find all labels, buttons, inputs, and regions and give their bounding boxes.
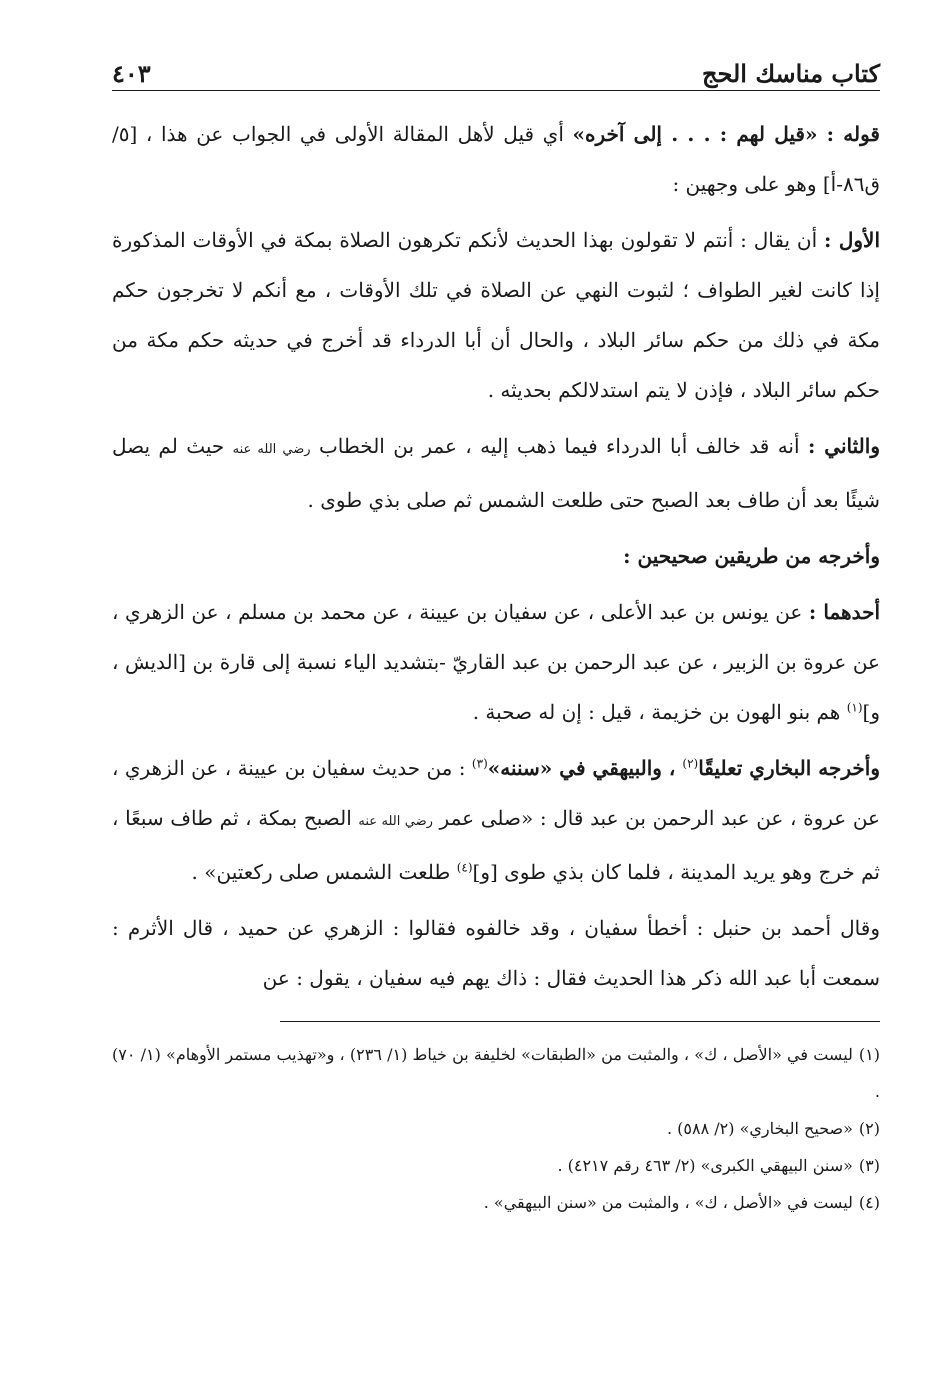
honorific-glyph: رضي الله عنه [232, 442, 311, 457]
footnote-item [112, 1036, 880, 1110]
paragraph-text: أن يقال : أنتم لا تقولون بهذا الحديث لأنكم تكرهون الصلاة بمكة في الأوقات المذكورة إذا كانت لغير الطواف ؛ لثبوت النهي عن الصلاة في تلك الأوقات ، مع أنكم لا تخرجون حكم مكة في ذلك من حكم سائر البلاد ، والحال أن أبا الدرداء قد أخرج في حديثه حكم مكة من حكم سائر البلاد ، فإذن لا يتم استدلالكم بحديثه . [112, 228, 880, 402]
paragraph-lead: ، والبيهقي في «سننه» [487, 756, 683, 780]
honorific-glyph: رضي الله عنه [358, 814, 433, 829]
paragraph-lead: الأول : [824, 228, 881, 252]
footnote-text: «سنن البيهقي الكبرى» (٢/ ٤٦٣ رقم ٤٢١٧) . [557, 1156, 853, 1175]
paragraph-lead: أحدهما : [808, 600, 881, 624]
paragraph-qawluhu [112, 109, 880, 209]
footnote-number: (٣) [858, 1156, 880, 1175]
main-text [112, 109, 880, 1003]
footnote-number: (٢) [858, 1119, 880, 1138]
paragraph-lead: قوله : «قيل لهم : . . . إلى آخره» [572, 122, 880, 146]
page-number: ٤٠٣ [112, 59, 151, 88]
paragraph-text: هم بنو الهون بن خزيمة ، قيل : إن له صحبة . [472, 700, 847, 724]
paragraph-text: طلعت الشمس صلى ركعتين» . [191, 860, 457, 884]
chapter-title: كتاب مناسك الحج [702, 59, 880, 88]
book-page [112, 40, 880, 1341]
paragraph-text: الصبح بمكة ، ثم طاف سبعًا ، ثم خرج وهو يريد المدينة ، فلما كان بذي طوى [و] [112, 806, 880, 884]
footnote-text: ليست في «الأصل ، ك» ، والمثبت من «الطبقات» لخليفة بن خياط (١/ ٢٣٦) ، و«تهذيب مستمر الأوهام» (١/ ٧٠) . [112, 1045, 880, 1101]
footnote-separator [280, 1021, 880, 1022]
footnote-number: (٤) [858, 1193, 880, 1212]
footnote-ref: (٣) [471, 756, 488, 771]
paragraph-bukhari [112, 743, 880, 897]
footnote-ref: (٤) [456, 860, 473, 875]
footnote-text: «صحيح البخاري» (٢/ ٥٨٨) . [666, 1119, 853, 1138]
paragraph-second-aspect [112, 421, 880, 525]
paragraph-text: أنه قد خالف أبا الدرداء فيما ذهب إليه ، عمر بن الخطاب [310, 434, 808, 458]
footnote-item [112, 1110, 880, 1147]
footnote-ref: (٢) [682, 756, 699, 771]
paragraph-text: وقال أحمد بن حنبل : أخطأ سفيان ، وقد خالفوه فقالوا : الزهري عن حميد ، قال الأثرم : سمعت أبا عبد الله ذكر هذا الحديث فقال : ذاك يهم فيه سفيان ، يقول : عن [112, 916, 880, 990]
paragraph-first-aspect [112, 215, 880, 415]
paragraph-ahmad [112, 903, 880, 1003]
footnote-ref: (١) [846, 700, 863, 715]
paragraph-text: حيث لم يصل شيئًا بعد أن طاف بعد الصبح حتى طلعت الشمس ثم صلى بذي طوى . [112, 434, 880, 512]
footnote-number: (١) [858, 1045, 880, 1064]
section-heading: وأخرجه من طريقين صحيحين : [623, 544, 880, 568]
paragraph-text: : من حديث سفيان بن عيينة ، عن الزهري ، عن عروة ، عن عبد الرحمن بن عبد قال : «صلى عمر [112, 756, 880, 830]
paragraph-lead: وأخرجه البخاري تعليقًا [698, 756, 880, 780]
paragraph-text: عن يونس بن عبد الأعلى ، عن سفيان بن عيينة ، عن محمد بن مسلم ، عن الزهري ، عن عروة بن الزبير ، عن عبد الرحمن بن عبد القاريّ -بتشديد الياء نسبة إلى قارة بن [الديش ، و] [112, 600, 880, 724]
footnotes [112, 1036, 880, 1221]
paragraph-lead: والثاني : [807, 434, 880, 458]
footnote-text: ليست في «الأصل ، ك» ، والمثبت من «سنن البيهقي» . [483, 1193, 853, 1212]
footnote-item [112, 1147, 880, 1184]
header-rule [112, 90, 880, 91]
paragraph-first-route [112, 587, 880, 737]
paragraph-text: أي قيل لأهل المقالة الأولى في الجواب عن هذا ، [٥/ ق٨٦-أ] وهو على وجهين : [112, 122, 880, 196]
running-header [112, 40, 880, 86]
footnote-item [112, 1184, 880, 1221]
